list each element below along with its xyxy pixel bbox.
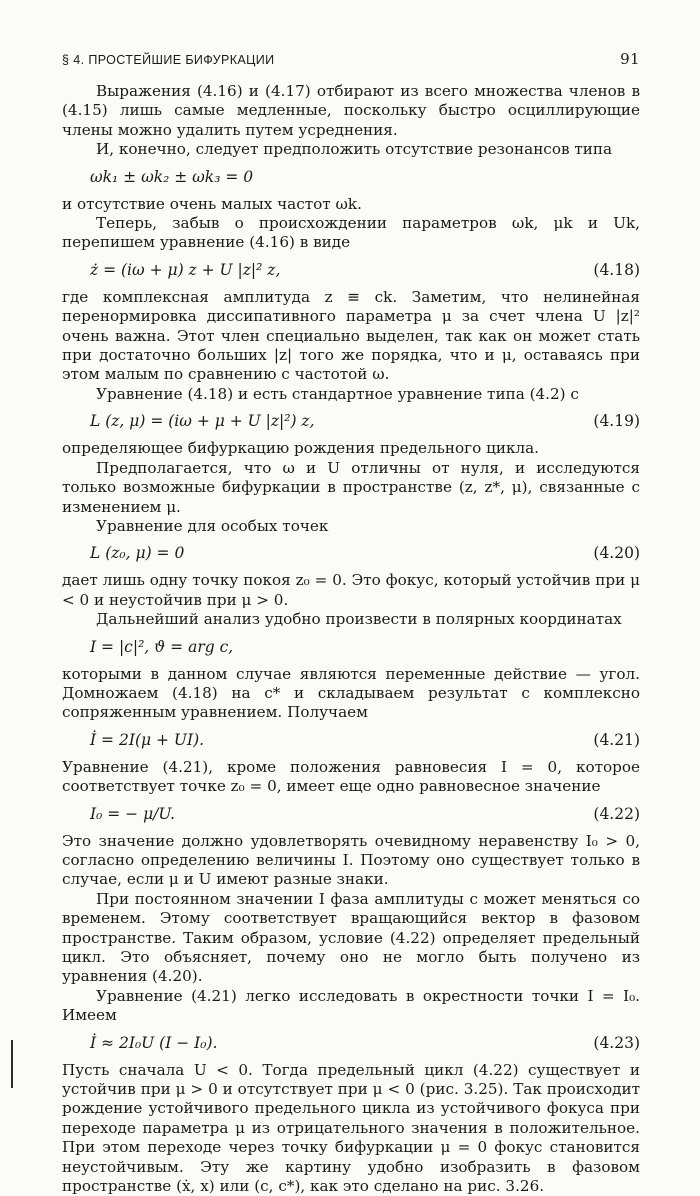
- paragraph: определяющее бифуркацию рождения предельного цикла.: [62, 439, 540, 458]
- paragraph: Уравнение (4.18) и есть стандартное уравнение типа (4.2) с: [96, 384, 579, 403]
- equation-formula: ż = (iω + μ) z + U |z|² z,: [90, 260, 281, 279]
- book-page: [62, 50, 640, 1196]
- paragraph: И, конечно, следует предположить отсутствие резонансов типа: [96, 140, 613, 159]
- equation: [62, 260, 640, 280]
- paragraph: Пусть сначала U < 0. Тогда предельный цикл (4.22) существует и устойчив при μ > 0 и отсутствует при μ < 0 (рис. 3.25). Так происходит рождение устойчивого предельного цикла из устойчивого фокуса при переходе параметра μ из отрицательного значения в положительное. При этом переходе через точку бифуркации μ = 0 фокус становится неустойчивым. Эту же картину удобно изобразить в фазовом пространстве (ẋ, x) или (c, c*), как это сделано на рис. 3.26.: [62, 1060, 640, 1196]
- paragraph: и отсутствие очень малых частот ωk.: [62, 194, 362, 213]
- equation-formula: İ ≈ 2I₀U (I − I₀).: [90, 1033, 218, 1052]
- equation: [62, 804, 640, 824]
- paragraph: При постоянном значении I фаза амплитуды c может меняться со временем. Этому соответствует вращающийся вектор в фазовом пространстве. Таким образом, условие (4.22) определяет предельный цикл. Это объясняет, почему оно не могло быть получено из уравнения (4.20).: [62, 889, 640, 986]
- equation-number: (4.22): [593, 804, 640, 823]
- equation-formula: İ = 2I(μ + UI).: [90, 730, 205, 749]
- equation-number: (4.19): [593, 412, 640, 431]
- equation: [62, 411, 640, 431]
- equation: [62, 1033, 640, 1053]
- paragraph: где комплексная амплитуда z ≡ ck. Заметим, что нелинейная перенормировка диссипативного параметра μ за счет члена U |z|² очень важна. Этот член специально выделен, так как он может стать при достаточно больших |z| того же порядка, что и μ, оставаясь при этом малым по сравнению с частотой ω.: [62, 287, 640, 384]
- paragraph: Уравнение (4.21), кроме положения равновесия I = 0, которое соответствует точке z₀ = 0, имеет еще одно равновесное значение: [62, 757, 640, 796]
- equation: [62, 637, 640, 657]
- equation: [62, 730, 640, 750]
- equation-formula: L (z₀, μ) = 0: [90, 544, 185, 563]
- page-body: [62, 82, 640, 1196]
- paragraph: Выражения (4.16) и (4.17) отбирают из всего множества членов в (4.15) лишь самые медленные, поскольку быстро осциллирующие члены можно удалить путем усреднения.: [62, 82, 640, 139]
- equation-formula: I₀ = − μ/U.: [90, 804, 175, 823]
- equation: [62, 167, 640, 187]
- paragraph: Предполагается, что ω и U отличны от нуля, и исследуются только возможные бифуркации в пространстве (z, z*, μ), связанные с изменением μ.: [62, 458, 640, 516]
- margin-mark: [11, 1040, 13, 1088]
- equation-formula: ωk₁ ± ωk₂ ± ωk₃ = 0: [90, 167, 254, 186]
- paragraph: Это значение должно удовлетворять очевидному неравенству I₀ > 0, согласно определению величины I. Поэтому оно существует только в случае, если μ и U имеют разные знаки.: [62, 831, 640, 889]
- paragraph: Уравнение для особых точек: [96, 516, 329, 535]
- equation-number: (4.20): [593, 544, 640, 563]
- running-header: [62, 50, 640, 68]
- equation-number: (4.23): [593, 1033, 640, 1052]
- equation-formula: L (z, μ) = (iω + μ + U |z|²) z,: [90, 412, 315, 431]
- section-title: § 4. ПРОСТЕЙШИЕ БИФУРКАЦИИ: [62, 53, 275, 67]
- equation-number: (4.21): [593, 730, 640, 749]
- page-number: 91: [620, 50, 640, 68]
- paragraph: которыми в данном случае являются переменные действие — угол. Домножаем (4.18) на c* и складываем результат с комплексно сопряженным уравнением. Получаем: [62, 664, 640, 722]
- paragraph: дает лишь одну точку покоя z₀ = 0. Это фокус, который устойчив при μ < 0 и неустойчив при μ > 0.: [62, 571, 640, 609]
- equation: [62, 543, 640, 563]
- paragraph: Дальнейший анализ удобно произвести в полярных координатах: [96, 610, 622, 629]
- paragraph: Уравнение (4.21) легко исследовать в окрестности точки I = I₀. Имеем: [62, 986, 640, 1025]
- equation-formula: I = |c|², ϑ = arg c,: [90, 637, 234, 656]
- paragraph: Теперь, забыв о происхождении параметров ωk, μk и Uk, перепишем уравнение (4.16) в виде: [62, 214, 640, 252]
- equation-number: (4.18): [593, 260, 640, 279]
